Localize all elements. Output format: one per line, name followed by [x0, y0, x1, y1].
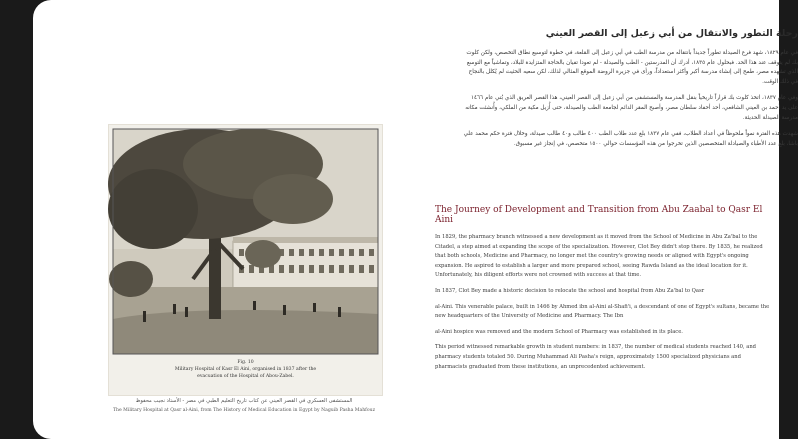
english-paragraph-5: This period witnessed remarkable growth in student numbers: in 1837, the number of medical students reached 140, and pharmacy students totaled 50. During Muhammad Ali Pasha's reign, approximately 1500 specialized physicians and pharmacists graduated from these institutions, an unprecedented achievement.: [435, 344, 756, 370]
hospital-engraving-image: [113, 129, 378, 354]
english-paragraph-2: In 1837, Clot Bey made a historic decision to relocate the school and hospital from Abu Za'bal to Qasr: [435, 287, 705, 294]
english-section: [435, 205, 771, 378]
photo-credit-english: The Military Hospital at Qasr al-Aini, from The History of Medical Education in Egypt by Naguib Pasha Mahfouz: [112, 408, 376, 413]
arabic-paragraph-2: وفي عام ١٨٣٧، اتخذ كلوت بك قراراً تاريخياً بنقل المدرسة والمستشفى من أبي زعبل إلى القصر العيني، هذا القصر العريق الذي بُني عام ١٤٦٦ على يد أحمد بن العيني الشافعي، أحد أحفاد سلطان مصر، وأصبح المقر الدائم لجامعة الطب والصيدلة، حتى أُزيل مكية من الملكي، وأُنشئت مكانه مدرسة الصيدلة الحديثة.: [465, 95, 798, 121]
english-paragraph-4: al-Aini hospice was removed and the modern School of Pharmacy was established in its place.: [435, 328, 683, 335]
arabic-paragraph-1: في عام ١٨٢٩، شهد فرع الصيدلة تطوراً جديداً بانتقاله من مدرسة الطب في أبي زعبل إلى القلعة، في خطوة لتوسيع نطاق التخصص، ولكن كلوت بك لم يتوقف عند هذا الحد. فبحلول عام ١٨٣٥، أدرك أن المدرستين - الطب والصيدلة - لم تعودا تفيان بالحاجة المتزايدة للبلاد، وتماشياً مع التوسع الذي تشهده مصر، طمح إلى إنشاء مدرسة أكبر وأكثر استعداداً، ورأى في جزيرة الروضة الموقع المثالي لذلك، لكن سعيه الحثيث لم يُكلل بالنجاح في ذلك الوقت.: [466, 50, 798, 85]
arabic-title: رحلة التطور والانتقال من أبي زعبل إلى القصر العيني: [545, 28, 798, 39]
english-paragraph-3: al-Aini. This venerable palace, built in 1466 by Ahmed ibn al-Aini al-Shafi'i, a descendant of one of Egypt's sultans, became the new headquarters of the University of Medicine and Pharmacy. The Ibn: [435, 303, 770, 320]
english-title: The Journey of Development and Transition from Abu Zaabal to Qasr El Aini: [435, 205, 763, 225]
photo-caption-line-2: evacuation of the Hospital of Abou-Zabel.: [197, 374, 294, 379]
english-paragraph-1: In 1829, the pharmacy branch witnessed a new development as it moved from the School of Medicine in Abu Za'bal to the Citadel, a step aimed at expanding the scope of the specialization. However, Clot Bey didn't stop there. By 1835, he realized that both schools, Medicine and Pharmacy, no longer met the country's growing needs or aligned with Egypt's ongoing expansion. He aspired to establish a larger and more prepared school, seeing Rawda Island as the ideal location for it. Unfortunately, his diligent efforts were not crowned with success at that time.: [435, 234, 763, 279]
historical-photo: [108, 124, 383, 396]
arabic-section: [463, 28, 798, 156]
slide-page: [33, 0, 798, 439]
photo-caption-figure: Fig. 10: [237, 360, 254, 365]
photo-credit-arabic: المستشفى العسكري في القصر العيني عن كتاب تاريخ التعليم الطبي في مصر - الأستاذ نجيب محفوظ: [135, 398, 353, 404]
photo-caption-line-1: Military Hospital of Kasr El Aini, organised in 1837 after the: [174, 367, 317, 372]
arabic-paragraph-3: شهدت هذه الفترة نمواً ملحوظاً في أعداد الطلاب، ففي عام ١٨٣٧ بلغ عدد طلاب الطب ٤٠٠ طالب و٤٠ طالب صيدلة، وخلال فترة حكم محمد علي باشا، بلغ عدد الأطباء والصيادلة المتخصصين الذين تخرجوا من هذه المؤسسات حوالي ١٥٠٠ متخصص، في إنجاز غير مسبوق.: [463, 131, 798, 147]
photo-caption: [109, 359, 382, 380]
